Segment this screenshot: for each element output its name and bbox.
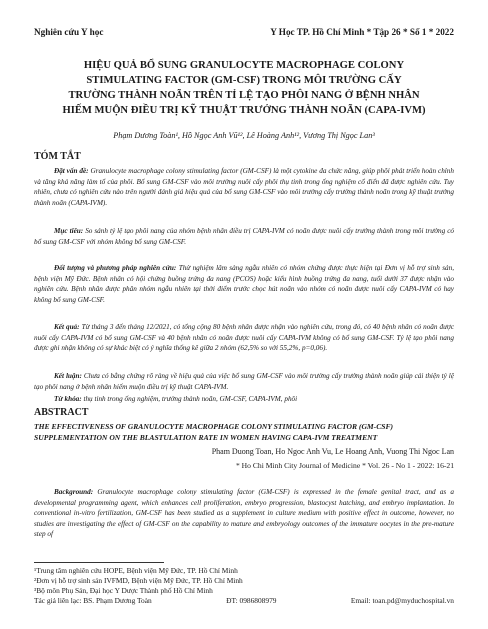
journal-section: Nghiên cứu Y học	[34, 27, 104, 37]
footnote-affiliation-2: ²Đơn vị hỗ trợ sinh sản IVFMD, Bệnh viện Mỹ Đức, TP. Hồ Chí Minh	[34, 576, 243, 585]
background-text: Granulocyte macrophage colony stimulating factor (GM-CSF) là một cytokine đa chức năng, giúp phôi phát triển hoàn chỉnh và tăng khả năng làm tổ của phôi. Bổ sung GM-CSF vào môi trường nuôi cấy phôi thụ tinh trong ống nghiệm cổ điển đã được nghiên cứu. Tuy nhiên, chưa có nghiên cứu nào trên người đánh giá hiệu quả của bổ sung GM-CSF vào môi trường cấy trưởng thành noãn trong kỹ thuật trưởng thành noãn (CAPA-IVM).	[34, 167, 454, 207]
abstract-results-vi	[34, 322, 454, 354]
footnote-affiliation-3: ³Bộ môn Phụ Sản, Đại học Y Dược Thành phố Hồ Chí Minh	[34, 586, 213, 595]
abstract-background-en	[34, 487, 454, 540]
contact-phone: ĐT: 0986808979	[226, 596, 277, 605]
objective-label: Mục tiêu:	[54, 227, 84, 235]
contact-author: Tác giả liên lạc: BS. Phạm Dương Toàn	[34, 596, 152, 605]
keywords-vi	[34, 394, 454, 405]
methods-text: Thử nghiệm lâm sàng ngẫu nhiên có nhóm chứng được thực hiện tại Đơn vị hỗ trợ sinh sản, bệnh viện Mỹ Đức. Bệnh nhân có hội chứng buồng trứng đa nang (PCOS) hoặc kiểu hình buồng trứng đa nang, tuổi dưới 37 được nhận vào nghiên cứu. Bệnh nhân được phân nhóm ngẫu nhiên tại thời điểm trước chọc hút noãn vào nhóm có noãn được nuôi cấy CAPA-IVM có hay không bổ sung GM-CSF.	[34, 264, 454, 304]
keywords-text: thụ tinh trong ống nghiệm, trưởng thành noãn, GM-CSF, CAPA-IVM, phôi	[83, 395, 298, 403]
journal-issue: Y Học TP. Hồ Chí Minh * Tập 26 * Số 1 * 2022	[270, 27, 454, 37]
english-citation: * Ho Chi Minh City Journal of Medicine * Vol. 26 - No 1 - 2022: 16-21	[235, 461, 454, 470]
abstract-methods-vi	[34, 263, 454, 305]
contact-line	[34, 596, 454, 606]
abstract-conclusion-vi	[34, 371, 454, 392]
abstract-objective-vi	[34, 226, 454, 247]
article-title	[28, 58, 460, 118]
title-line: HIỆU QUẢ BỔ SUNG GRANULOCYTE MACROPHAGE COLONY	[83, 60, 405, 71]
methods-label: Đối tượng và phương pháp nghiên cứu:	[54, 264, 177, 272]
results-text: Từ tháng 3 đến tháng 12/2021, có tổng cộng 80 bệnh nhân được nhận vào nghiên cứu, trong đó, có 40 bệnh nhân có noãn được nuôi cấy CAPA-IVM có bổ sung GM-CSF và 40 bệnh nhân có noãn được nuôi cấy CAPA-IVM không có bổ sung GM-CSF. Tỷ lệ tạo phôi nang được ghi nhận không có sự khác biệt có ý nghĩa thống kê giữa 2 nhóm (62,5% so với 55,2%, p=0,06).	[34, 323, 455, 353]
footnote-affiliation-1: ¹Trung tâm nghiên cứu HOPE, Bệnh viện Mỹ Đức, TP. Hồ Chí Minh	[34, 566, 238, 575]
background-label: Đặt vấn đề:	[54, 167, 89, 175]
title-line: STIMULATING FACTOR (GM-CSF) TRONG MÔI TRƯỜNG CẤY	[86, 75, 402, 86]
abstract-en-heading: ABSTRACT	[34, 407, 89, 418]
footnote-divider	[34, 562, 164, 563]
results-label: Kết quả:	[54, 323, 80, 331]
author-list: Phạm Dương Toàn¹, Hồ Ngọc Anh Vũ¹², Lê Hoàng Anh¹², Vương Thị Ngọc Lan³	[113, 131, 375, 140]
english-authors: Pham Duong Toan, Ho Ngoc Anh Vu, Le Hoang Anh, Vuong Thi Ngoc Lan	[211, 447, 454, 456]
conclusion-text: Chưa có bằng chứng rõ ràng về hiệu quả của việc bổ sung GM-CSF vào môi trường cấy trưởng thành noãn giúp cải thiện tỷ lệ tạo phôi nang ở bệnh nhân hiếm muộn điều trị kỹ thuật CAPA-IVM.	[34, 372, 454, 391]
keywords-label: Từ khóa:	[54, 395, 82, 403]
english-title: THE EFFECTIVENESS OF GRANULOCYTE MACROPHAGE COLONY STIMULATING FACTOR (GM-CSF) SUPPLEMENTATION ON THE BLASTULATION RATE IN WOMEN HAVING CAPA-IVM TREATMENT	[34, 422, 394, 442]
background-text-en: Granulocyte macrophage colony stimulating factor (GM-CSF) is expressed in the female genital tract, and as a developmental programming agent, which enhances cell proliferation, embryo progression, blastocyst hatching, and embryo implantation. In conventional in-vitro fertilization, GM-CSF has been studied as a supplement in culture medium with positive effect in outcome, however, no studies are investigating the effect of GM-CSF on the capability to mature and embryology outcomes of the immature oocytes in the pre-mature step of	[34, 488, 454, 539]
running-header	[34, 27, 454, 37]
contact-email: Email: toan.pd@myduchospital.vn	[350, 596, 454, 605]
title-line: TRƯỜNG THÀNH NOÃN TRÊN TỈ LỆ TẠO PHÔI NANG Ở BỆNH NHÂN	[68, 90, 420, 101]
footnotes	[34, 566, 454, 606]
abstract-background-vi	[34, 166, 454, 208]
objective-text: So sánh tỷ lệ tạo phôi nang của nhóm bệnh nhân điều trị CAPA-IVM có noãn được nuôi cấy trưởng thành trong môi trường có bổ sung GM-CSF với nhóm không bổ sung GM-CSF.	[34, 227, 455, 246]
title-line: HIẾM MUỘN ĐIỀU TRỊ KỸ THUẬT TRƯỞNG THÀNH NOÃN (CAPA-IVM)	[62, 105, 426, 116]
background-label-en: Background:	[54, 488, 94, 496]
abstract-vi-heading: TÓM TẮT	[34, 151, 81, 162]
conclusion-label: Kết luận:	[54, 372, 82, 380]
